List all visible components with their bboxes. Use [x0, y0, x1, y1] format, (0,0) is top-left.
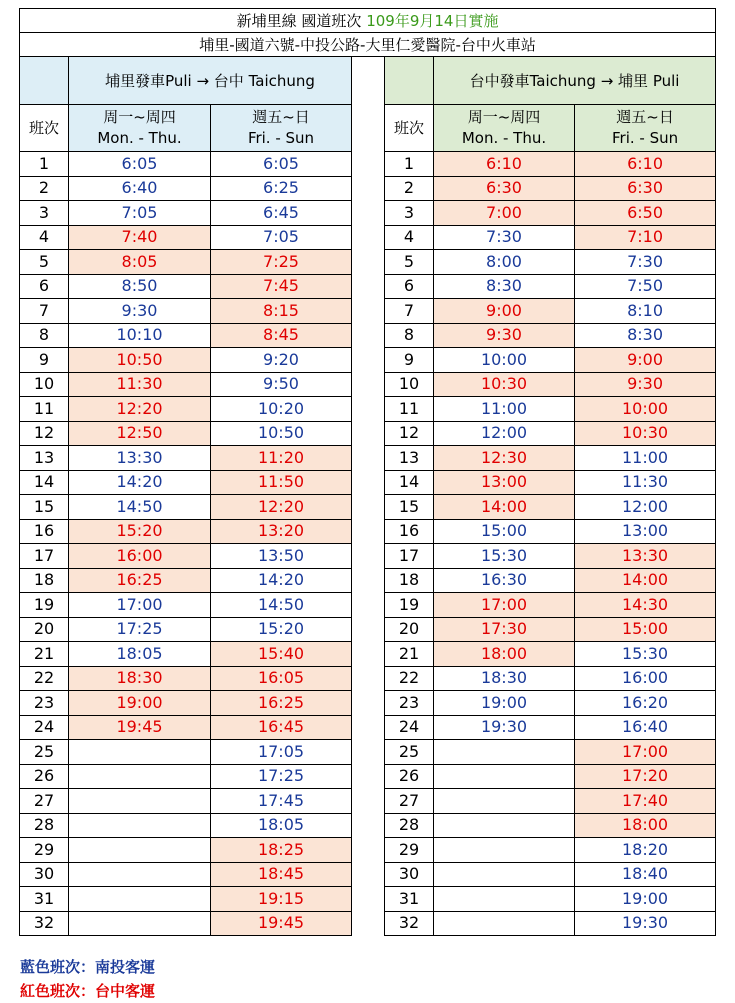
puli-weekend-time: 11:50 [211, 470, 352, 495]
schedule-row [20, 789, 716, 814]
taichung-weekend-time: 17:20 [575, 764, 716, 789]
column-gap [352, 323, 385, 348]
column-gap [352, 105, 385, 152]
puli-weekday-time: 8:05 [69, 250, 211, 275]
puli-weekend-time: 9:20 [211, 348, 352, 373]
column-gap [352, 666, 385, 691]
puli-weekday-time [69, 838, 211, 863]
trip-number-left: 10 [20, 372, 69, 397]
puli-weekday-time: 14:50 [69, 495, 211, 520]
column-gap [352, 789, 385, 814]
puli-weekday-time [69, 740, 211, 765]
taichung-weekend-time: 16:00 [575, 666, 716, 691]
taichung-weekend-time: 9:30 [575, 372, 716, 397]
trip-number-left: 29 [20, 838, 69, 863]
schedule-row [20, 470, 716, 495]
column-gap [352, 813, 385, 838]
trip-number-right: 18 [385, 568, 434, 593]
column-gap [352, 617, 385, 642]
column-gap [352, 397, 385, 422]
puli-weekday-time: 19:45 [69, 715, 211, 740]
schedule-row [20, 201, 716, 226]
puli-weekday-time: 7:40 [69, 225, 211, 250]
schedule-row [20, 887, 716, 912]
schedule-row [20, 568, 716, 593]
taichung-weekday-time: 18:30 [434, 666, 575, 691]
trip-number-right: 29 [385, 838, 434, 863]
puli-weekday-time: 6:05 [69, 152, 211, 177]
taichung-weekend-time: 10:30 [575, 421, 716, 446]
trip-number-left: 9 [20, 348, 69, 373]
trip-number-right: 28 [385, 813, 434, 838]
schedule-row [20, 544, 716, 569]
schedule-row [20, 299, 716, 324]
puli-weekend-time: 16:45 [211, 715, 352, 740]
taichung-weekday-time: 9:30 [434, 323, 575, 348]
column-gap [352, 568, 385, 593]
schedule-row [20, 152, 716, 177]
trip-number-right: 10 [385, 372, 434, 397]
puli-weekday-time [69, 862, 211, 887]
column-gap [352, 57, 385, 105]
trip-number-right: 12 [385, 421, 434, 446]
puli-weekday-time [69, 887, 211, 912]
trip-number-left: 2 [20, 176, 69, 201]
timetable [19, 8, 716, 936]
taichung-weekend-time: 19:30 [575, 911, 716, 936]
taichung-weekday-time: 15:30 [434, 544, 575, 569]
column-gap [352, 838, 385, 863]
trip-number-right: 4 [385, 225, 434, 250]
trip-number-left: 14 [20, 470, 69, 495]
trip-number-left: 22 [20, 666, 69, 691]
taichung-weekday-time: 8:30 [434, 274, 575, 299]
legend-blue-operator: 藍色班次：南投客運 [20, 958, 156, 976]
column-gap [352, 176, 385, 201]
schedule-row [20, 372, 716, 397]
puli-weekday-time: 19:00 [69, 691, 211, 716]
taichung-weekend-time: 18:40 [575, 862, 716, 887]
route-stops: 埔里-國道六號-中投公路-大里仁愛醫院-台中火車站 [20, 33, 716, 57]
puli-weekend-time: 17:05 [211, 740, 352, 765]
taichung-weekday-time: 11:00 [434, 397, 575, 422]
column-gap [352, 715, 385, 740]
schedule-row [20, 862, 716, 887]
column-gap [352, 299, 385, 324]
taichung-weekend-time: 10:00 [575, 397, 716, 422]
puli-weekend-time: 6:25 [211, 176, 352, 201]
column-gap [352, 372, 385, 397]
puli-weekend-time: 7:05 [211, 225, 352, 250]
taichung-weekday-time: 7:30 [434, 225, 575, 250]
taichung-weekday-time: 15:00 [434, 519, 575, 544]
trip-no-header-left: 班次 [20, 105, 69, 152]
trip-number-left: 15 [20, 495, 69, 520]
taichung-weekday-time [434, 740, 575, 765]
puli-weekend-time: 8:15 [211, 299, 352, 324]
column-gap [352, 519, 385, 544]
column-gap [352, 495, 385, 520]
taichung-weekend-time: 12:00 [575, 495, 716, 520]
puli-weekday-time: 18:05 [69, 642, 211, 667]
trip-number-right: 17 [385, 544, 434, 569]
trip-no-header-right: 班次 [385, 105, 434, 152]
taichung-weekday-time [434, 838, 575, 863]
weekday-header-right: 周一~周四 Mon. - Thu. [434, 105, 575, 152]
trip-number-right: 5 [385, 250, 434, 275]
puli-weekday-time: 18:30 [69, 666, 211, 691]
schedule-row [20, 838, 716, 863]
trip-number-left: 20 [20, 617, 69, 642]
taichung-weekend-time: 14:30 [575, 593, 716, 618]
taichung-weekend-time: 17:40 [575, 789, 716, 814]
column-gap [352, 470, 385, 495]
puli-weekday-time: 12:20 [69, 397, 211, 422]
column-gap [352, 862, 385, 887]
taichung-weekday-time: 13:00 [434, 470, 575, 495]
column-gap [352, 348, 385, 373]
column-gap [352, 764, 385, 789]
trip-number-right: 26 [385, 764, 434, 789]
puli-weekend-time: 7:45 [211, 274, 352, 299]
trip-number-right: 27 [385, 789, 434, 814]
taichung-weekday-time: 6:10 [434, 152, 575, 177]
puli-weekend-time: 10:20 [211, 397, 352, 422]
taichung-weekend-time: 7:30 [575, 250, 716, 275]
taichung-weekday-time: 12:30 [434, 446, 575, 471]
trip-number-right: 32 [385, 911, 434, 936]
taichung-weekday-time: 12:00 [434, 421, 575, 446]
title-effective-date: 109年9月14日實施 [366, 11, 499, 30]
taichung-weekend-time: 16:20 [575, 691, 716, 716]
trip-number-left: 13 [20, 446, 69, 471]
trip-number-left: 1 [20, 152, 69, 177]
column-gap [352, 593, 385, 618]
trip-number-left: 26 [20, 764, 69, 789]
taichung-weekend-time: 6:10 [575, 152, 716, 177]
taichung-weekend-time: 7:50 [575, 274, 716, 299]
trip-number-left: 3 [20, 201, 69, 226]
puli-weekend-time: 10:50 [211, 421, 352, 446]
taichung-weekday-time: 14:00 [434, 495, 575, 520]
trip-number-right: 8 [385, 323, 434, 348]
trip-number-right: 23 [385, 691, 434, 716]
column-gap [352, 201, 385, 226]
trip-number-left: 31 [20, 887, 69, 912]
trip-number-right: 13 [385, 446, 434, 471]
trip-number-right: 31 [385, 887, 434, 912]
trip-number-right: 19 [385, 593, 434, 618]
column-gap [352, 544, 385, 569]
trip-number-left: 25 [20, 740, 69, 765]
taichung-weekend-time: 15:30 [575, 642, 716, 667]
column-gap [352, 887, 385, 912]
column-gap [352, 691, 385, 716]
trip-number-right: 2 [385, 176, 434, 201]
taichung-weekend-time: 13:30 [575, 544, 716, 569]
taichung-weekday-time: 19:00 [434, 691, 575, 716]
trip-number-right: 30 [385, 862, 434, 887]
taichung-weekday-time: 9:00 [434, 299, 575, 324]
column-gap [352, 152, 385, 177]
trip-number-right: 16 [385, 519, 434, 544]
taichung-weekend-time: 8:30 [575, 323, 716, 348]
trip-number-left: 19 [20, 593, 69, 618]
puli-weekday-time: 12:50 [69, 421, 211, 446]
trip-number-right: 21 [385, 642, 434, 667]
puli-weekend-time: 16:05 [211, 666, 352, 691]
trip-number-left: 27 [20, 789, 69, 814]
schedule-row [20, 446, 716, 471]
trip-number-left: 8 [20, 323, 69, 348]
puli-weekday-time: 9:30 [69, 299, 211, 324]
taichung-weekend-time: 8:10 [575, 299, 716, 324]
trip-number-right: 3 [385, 201, 434, 226]
trip-number-left: 32 [20, 911, 69, 936]
column-gap [352, 740, 385, 765]
puli-weekend-time: 18:05 [211, 813, 352, 838]
puli-weekday-time: 16:00 [69, 544, 211, 569]
puli-weekday-time: 8:50 [69, 274, 211, 299]
taichung-weekday-time: 19:30 [434, 715, 575, 740]
taichung-weekend-time: 16:40 [575, 715, 716, 740]
taichung-weekend-time: 11:00 [575, 446, 716, 471]
taichung-weekday-time [434, 764, 575, 789]
puli-weekday-time: 11:30 [69, 372, 211, 397]
puli-weekday-time: 10:50 [69, 348, 211, 373]
trip-number-left: 4 [20, 225, 69, 250]
puli-weekday-time: 16:25 [69, 568, 211, 593]
column-gap [352, 642, 385, 667]
schedule-row [20, 764, 716, 789]
puli-weekend-time: 11:20 [211, 446, 352, 471]
schedule-row [20, 666, 716, 691]
puli-weekday-time [69, 789, 211, 814]
taichung-weekday-time [434, 813, 575, 838]
taichung-weekday-time: 18:00 [434, 642, 575, 667]
taichung-weekend-time: 19:00 [575, 887, 716, 912]
weekend-header-left: 週五~日 Fri. - Sun [211, 105, 352, 152]
schedule-row [20, 250, 716, 275]
left-corner-cell [20, 57, 69, 105]
taichung-weekend-time: 17:00 [575, 740, 716, 765]
schedule-row [20, 176, 716, 201]
column-gap [352, 421, 385, 446]
puli-weekday-time [69, 764, 211, 789]
puli-weekday-time: 7:05 [69, 201, 211, 226]
column-gap [352, 446, 385, 471]
schedule-row [20, 715, 716, 740]
trip-number-right: 24 [385, 715, 434, 740]
taichung-weekend-time: 9:00 [575, 348, 716, 373]
taichung-weekend-time: 11:30 [575, 470, 716, 495]
trip-number-right: 11 [385, 397, 434, 422]
puli-weekend-time: 8:45 [211, 323, 352, 348]
puli-weekend-time: 15:40 [211, 642, 352, 667]
taichung-weekday-time: 17:00 [434, 593, 575, 618]
title-route: 新埔里線 國道班次 [236, 11, 367, 30]
puli-weekday-time: 13:30 [69, 446, 211, 471]
taichung-weekend-time: 18:00 [575, 813, 716, 838]
legend [20, 955, 155, 1003]
schedule-row [20, 740, 716, 765]
schedule-row [20, 323, 716, 348]
right-corner-cell [385, 57, 434, 105]
puli-weekend-time: 9:50 [211, 372, 352, 397]
trip-number-left: 30 [20, 862, 69, 887]
right-direction-header: 台中發車Taichung → 埔里 Puli [434, 57, 716, 105]
trip-number-left: 18 [20, 568, 69, 593]
trip-number-right: 22 [385, 666, 434, 691]
puli-weekday-time: 10:10 [69, 323, 211, 348]
schedule-row [20, 225, 716, 250]
puli-weekend-time: 12:20 [211, 495, 352, 520]
trip-number-left: 21 [20, 642, 69, 667]
puli-weekday-time: 6:40 [69, 176, 211, 201]
trip-number-left: 6 [20, 274, 69, 299]
weekday-header-left: 周一~周四 Mon. - Thu. [69, 105, 211, 152]
taichung-weekend-time: 18:20 [575, 838, 716, 863]
puli-weekend-time: 7:25 [211, 250, 352, 275]
taichung-weekend-time: 13:00 [575, 519, 716, 544]
puli-weekend-time: 17:45 [211, 789, 352, 814]
taichung-weekday-time: 7:00 [434, 201, 575, 226]
trip-number-left: 23 [20, 691, 69, 716]
schedule-row [20, 397, 716, 422]
trip-number-right: 1 [385, 152, 434, 177]
taichung-weekday-time: 10:00 [434, 348, 575, 373]
schedule-row [20, 421, 716, 446]
taichung-weekday-time: 8:00 [434, 250, 575, 275]
trip-number-right: 7 [385, 299, 434, 324]
taichung-weekend-time: 7:10 [575, 225, 716, 250]
column-gap [352, 225, 385, 250]
puli-weekday-time [69, 911, 211, 936]
puli-weekday-time: 15:20 [69, 519, 211, 544]
puli-weekend-time: 6:45 [211, 201, 352, 226]
puli-weekend-time: 6:05 [211, 152, 352, 177]
schedule-row [20, 813, 716, 838]
schedule-row [20, 691, 716, 716]
timetable-title [20, 9, 716, 33]
trip-number-left: 24 [20, 715, 69, 740]
trip-number-right: 14 [385, 470, 434, 495]
taichung-weekend-time: 15:00 [575, 617, 716, 642]
puli-weekday-time: 17:00 [69, 593, 211, 618]
puli-weekend-time: 18:45 [211, 862, 352, 887]
trip-number-left: 11 [20, 397, 69, 422]
trip-number-left: 16 [20, 519, 69, 544]
schedule-row [20, 495, 716, 520]
schedule-row [20, 642, 716, 667]
puli-weekend-time: 15:20 [211, 617, 352, 642]
taichung-weekday-time: 6:30 [434, 176, 575, 201]
schedule-row [20, 274, 716, 299]
puli-weekend-time: 19:45 [211, 911, 352, 936]
puli-weekend-time: 18:25 [211, 838, 352, 863]
schedule-row [20, 519, 716, 544]
schedule-row [20, 348, 716, 373]
puli-weekday-time [69, 813, 211, 838]
trip-number-left: 28 [20, 813, 69, 838]
schedule-row [20, 617, 716, 642]
trip-number-right: 25 [385, 740, 434, 765]
puli-weekend-time: 13:50 [211, 544, 352, 569]
taichung-weekend-time: 14:00 [575, 568, 716, 593]
puli-weekend-time: 19:15 [211, 887, 352, 912]
taichung-weekend-time: 6:30 [575, 176, 716, 201]
column-gap [352, 250, 385, 275]
puli-weekend-time: 16:25 [211, 691, 352, 716]
taichung-weekday-time: 17:30 [434, 617, 575, 642]
column-gap [352, 274, 385, 299]
trip-number-left: 12 [20, 421, 69, 446]
weekend-header-right: 週五~日 Fri. - Sun [575, 105, 716, 152]
puli-weekday-time: 14:20 [69, 470, 211, 495]
taichung-weekday-time: 10:30 [434, 372, 575, 397]
taichung-weekday-time: 16:30 [434, 568, 575, 593]
schedule-row [20, 911, 716, 936]
taichung-weekend-time: 6:50 [575, 201, 716, 226]
puli-weekend-time: 14:50 [211, 593, 352, 618]
trip-number-left: 7 [20, 299, 69, 324]
trip-number-left: 5 [20, 250, 69, 275]
taichung-weekday-time [434, 862, 575, 887]
puli-weekend-time: 17:25 [211, 764, 352, 789]
puli-weekday-time: 17:25 [69, 617, 211, 642]
column-gap [352, 911, 385, 936]
puli-weekend-time: 13:20 [211, 519, 352, 544]
taichung-weekday-time [434, 911, 575, 936]
left-direction-header: 埔里發車Puli → 台中 Taichung [69, 57, 352, 105]
trip-number-left: 17 [20, 544, 69, 569]
taichung-weekday-time [434, 887, 575, 912]
trip-number-right: 6 [385, 274, 434, 299]
schedule-row [20, 593, 716, 618]
puli-weekend-time: 14:20 [211, 568, 352, 593]
trip-number-right: 15 [385, 495, 434, 520]
legend-red-operator: 紅色班次：台中客運 [20, 982, 156, 1000]
trip-number-right: 9 [385, 348, 434, 373]
taichung-weekday-time [434, 789, 575, 814]
trip-number-right: 20 [385, 617, 434, 642]
